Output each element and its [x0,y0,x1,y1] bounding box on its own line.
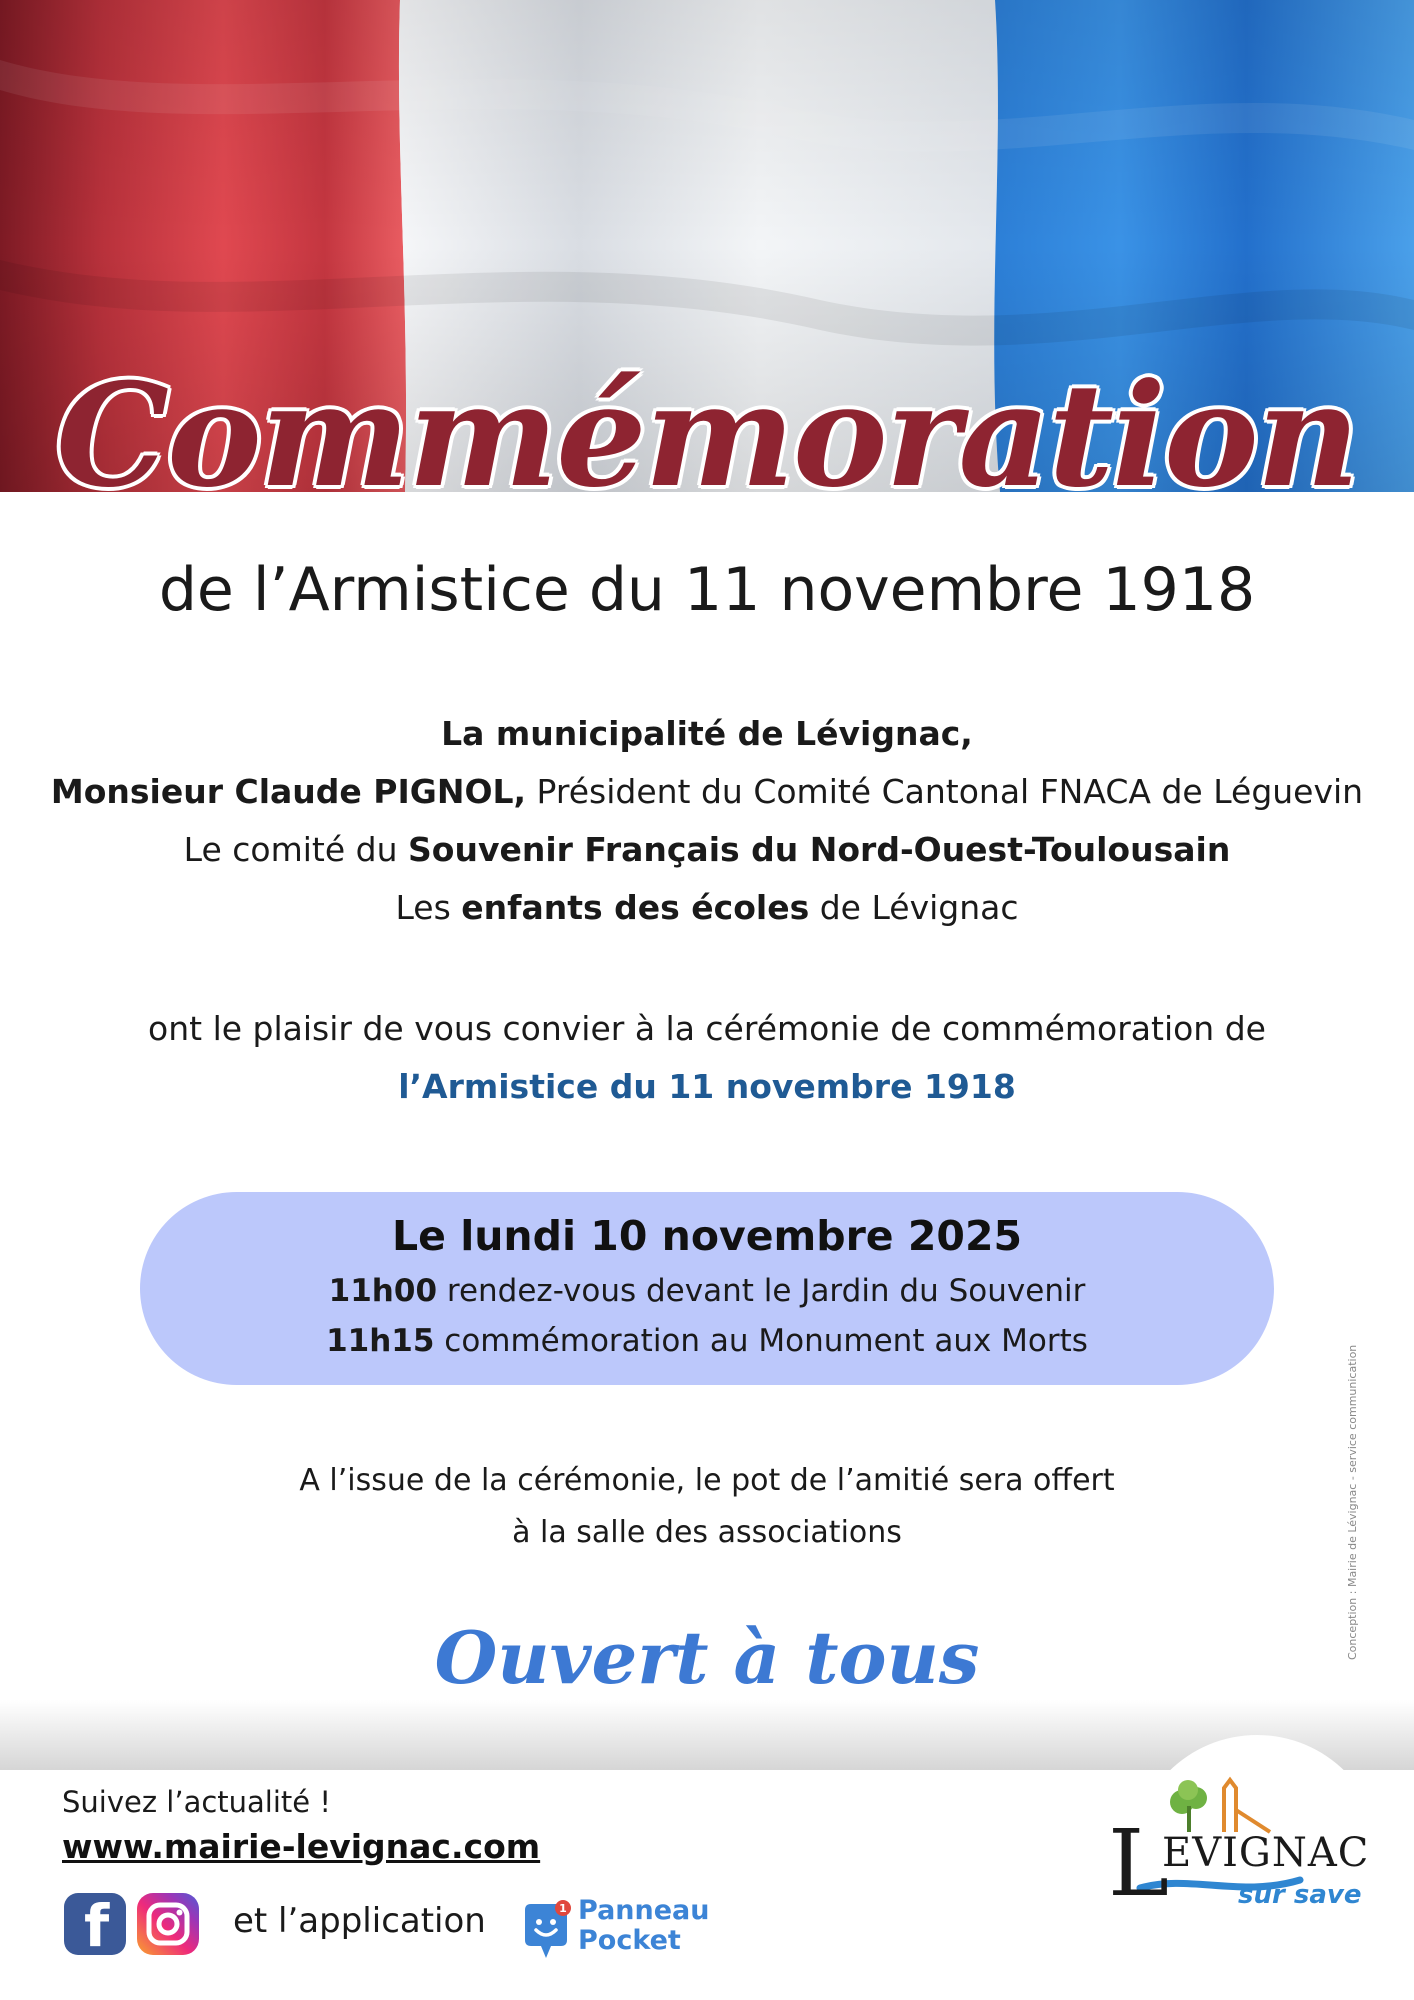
logo-initial: L [1108,1810,1170,1917]
follow-label: Suivez l’actualité ! [62,1785,331,1819]
panneaupocket-glyph [521,1900,571,1962]
design-credit: Conception : Mairie de Lévignac - service communication [1346,1344,1359,1660]
facebook-letter: f [84,1892,110,1960]
children-prefix: Les [395,888,462,927]
schedule-item [140,1316,1274,1366]
event-date: Le lundi 10 novembre 2025 [391,1212,1022,1260]
panneaupocket-word-1: Panneau [578,1895,710,1926]
schedule-text: commémoration au Monument aux Morts [434,1323,1088,1359]
schedule-time: 11h15 [326,1323,435,1359]
after-line-1: A l’issue de la cérémonie, le pot de l’amitié sera offert [299,1463,1115,1498]
children-suffix: de Lévignac [809,888,1019,927]
after-line-2: à la salle des associations [512,1515,902,1550]
committee-name: Souvenir Français du Nord-Ouest-Toulousain [408,830,1231,869]
committee-prefix: Le comité du [183,830,409,869]
logo-subtitle: sur save [1238,1880,1362,1910]
schedule-text: rendez-vous devant le Jardin du Souvenir [437,1273,1086,1309]
invitation-line-president [0,763,1414,821]
invitation-block [0,705,1414,937]
panneaupocket-icon[interactable] [521,1900,571,1967]
children-name: enfants des écoles [461,888,810,927]
event-schedule-card [140,1192,1274,1385]
facebook-icon[interactable] [64,1892,126,1960]
invitation-line-convier: ont le plaisir de vous convier à la cérémonie de commémoration de [148,1009,1266,1048]
invitation-line-municipality: La municipalité de Lévignac, [441,714,973,753]
page-title: Commémoration [56,353,1358,519]
logo-wordmark: EVIGNAC [1162,1830,1370,1876]
tree-icon [1170,1780,1207,1832]
schedule-time: 11h00 [328,1273,438,1309]
page-subtitle: de l’Armistice du 11 novembre 1918 [158,555,1256,625]
app-label: et l’application [233,1901,486,1941]
open-to-all: Ouvert à tous [434,1615,980,1700]
after-ceremony-note [0,1455,1414,1559]
president-name: Monsieur Claude PIGNOL, [50,772,527,811]
app-badge-count: 1 [559,1902,567,1915]
panneaupocket-word-2: Pocket [578,1925,681,1956]
church-icon [1224,1780,1270,1832]
schedule-item [140,1266,1274,1316]
instagram-glyph [137,1893,199,1955]
invitation-line-children [0,879,1414,937]
website-link[interactable]: www.mairie-levignac.com [62,1827,541,1866]
invitation-line-committee [0,821,1414,879]
president-role: Président du Comité Cantonal FNACA de Léguevin [526,772,1364,811]
instagram-icon[interactable] [137,1893,199,1955]
invitation-line-armistice: l’Armistice du 11 novembre 1918 [398,1067,1016,1106]
panneaupocket-name[interactable] [578,1896,709,1956]
invitation-message [0,1000,1414,1116]
